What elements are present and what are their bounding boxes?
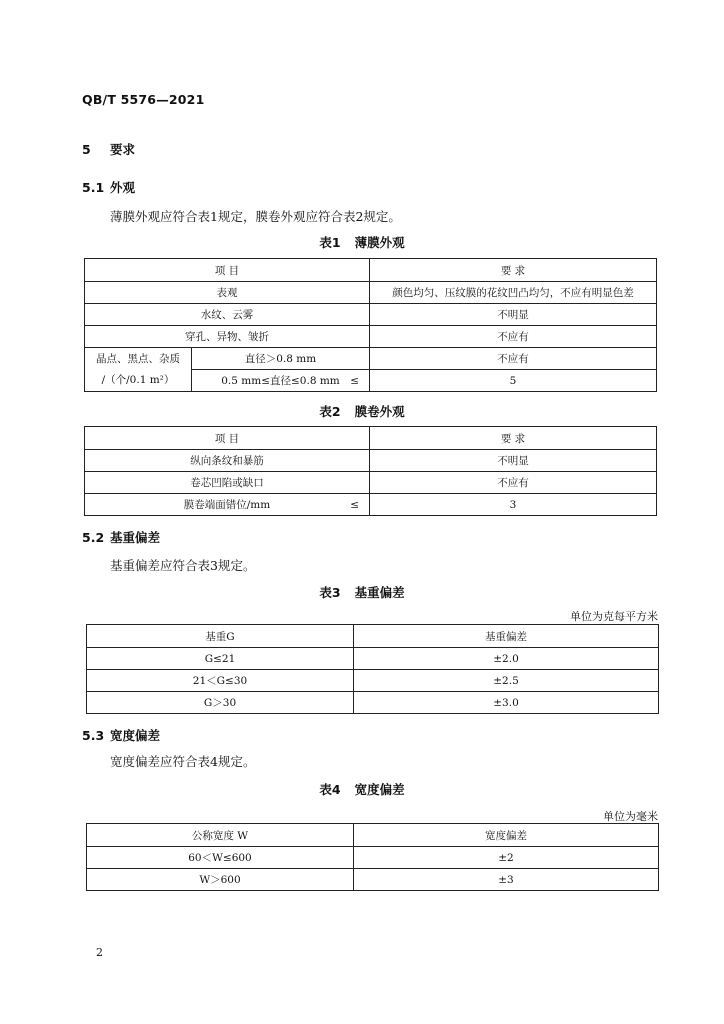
header-cell-item: 项 目	[85, 427, 370, 450]
table-row	[85, 348, 657, 370]
table-row	[85, 450, 657, 472]
section-title: 基重偏差	[110, 530, 161, 545]
table-caption-title: 薄膜外观	[354, 235, 405, 250]
table-caption-title: 膜卷外观	[354, 404, 405, 419]
header-cell-basis-weight: 基重G	[87, 625, 354, 648]
table-caption-number: 表2	[319, 404, 341, 419]
table-row	[85, 304, 657, 326]
table-caption-number: 表3	[319, 585, 341, 600]
cell-requirement: 不应有	[370, 472, 657, 494]
header-cell-item: 项 目	[85, 259, 370, 282]
cell-item: 水纹、云雾	[85, 304, 370, 326]
header-cell-deviation: 宽度偏差	[354, 824, 659, 847]
table-header-row	[87, 625, 659, 648]
table-4	[86, 823, 659, 891]
table-header-row	[85, 427, 657, 450]
section-number: 5.3	[82, 728, 105, 743]
section-title: 宽度偏差	[110, 728, 161, 743]
table-header-row	[87, 824, 659, 847]
table-2-caption	[0, 402, 724, 420]
comparison-symbol: ≤	[350, 374, 359, 387]
table-caption-number: 表1	[319, 235, 341, 250]
table-4-unit: 单位为毫米	[603, 810, 658, 823]
group-label-line-2: /（个/0.1 m²）	[101, 373, 175, 386]
cell-item	[85, 494, 370, 516]
table-row	[87, 648, 659, 670]
header-cell-nominal-width: 公称宽度 W	[87, 824, 354, 847]
cell-requirement: 3	[370, 494, 657, 516]
cell-item: 穿孔、异物、皱折	[85, 326, 370, 348]
cell-range: 60＜W≤600	[87, 847, 354, 869]
group-label-line-1: 晶点、黑点、杂质	[96, 352, 180, 365]
section-5-1-text: 薄膜外观应符合表1规定，膜卷外观应符合表2规定。	[110, 209, 401, 224]
cell-range: G≤21	[87, 648, 354, 670]
table-row	[87, 847, 659, 869]
table-row	[87, 670, 659, 692]
cell-deviation: ±2.5	[354, 670, 659, 692]
table-row	[87, 692, 659, 714]
cell-requirement: 不明显	[370, 450, 657, 472]
cell-requirement: 不应有	[370, 348, 657, 370]
item-label: 纵向条纹和暴筋	[190, 455, 264, 467]
table-row	[87, 869, 659, 891]
section-5-1-heading	[82, 178, 135, 196]
cell-deviation: ±2	[354, 847, 659, 869]
page-number: 2	[96, 946, 103, 959]
section-5-heading	[82, 140, 135, 158]
section-number: 5	[82, 142, 91, 157]
cell-range: 21＜G≤30	[87, 670, 354, 692]
section-5-2-heading	[82, 528, 160, 546]
header-cell-deviation: 基重偏差	[354, 625, 659, 648]
header-cell-requirement: 要 求	[370, 259, 657, 282]
cell-item: 表观	[85, 282, 370, 304]
table-1-caption	[0, 233, 724, 251]
cell-sub-item	[192, 348, 370, 370]
item-label: 卷芯凹陷或缺口	[190, 477, 264, 489]
table-caption-title: 基重偏差	[354, 585, 405, 600]
table-3-caption	[0, 583, 724, 601]
table-1	[84, 258, 657, 392]
cell-range: W＞600	[87, 869, 354, 891]
cell-item	[85, 450, 370, 472]
cell-requirement: 不应有	[370, 326, 657, 348]
cell-deviation: ±3.0	[354, 692, 659, 714]
section-number: 5.2	[82, 530, 105, 545]
table-row	[85, 326, 657, 348]
table-row	[85, 494, 657, 516]
section-number: 5.1	[82, 180, 105, 195]
sub-item-label: 直径＞0.8 mm	[244, 353, 317, 365]
section-title: 要求	[110, 142, 136, 157]
cell-requirement: 不明显	[370, 304, 657, 326]
sub-item-label: 0.5 mm≤直径≤0.8 mm	[221, 375, 340, 387]
cell-sub-item	[192, 370, 370, 392]
table-row	[85, 472, 657, 494]
item-label: 膜卷端面错位/mm	[183, 499, 271, 511]
section-5-2-text: 基重偏差应符合表3规定。	[110, 558, 256, 573]
section-5-3-heading	[82, 726, 160, 744]
cell-requirement: 5	[370, 370, 657, 392]
table-caption-number: 表4	[319, 782, 341, 797]
section-5-3-text: 宽度偏差应符合表4规定。	[110, 754, 256, 769]
comparison-symbol: ≤	[350, 498, 359, 511]
cell-range: G＞30	[87, 692, 354, 714]
cell-requirement: 颜色均匀、压纹膜的花纹凹凸均匀，不应有明显色差	[370, 282, 657, 304]
cell-deviation: ±3	[354, 869, 659, 891]
cell-item	[85, 472, 370, 494]
table-row	[85, 282, 657, 304]
table-3	[86, 624, 659, 714]
table-3-unit: 单位为克每平方米	[570, 610, 658, 623]
standard-code: QB/T 5576—2021	[82, 92, 205, 107]
section-title: 外观	[110, 180, 136, 195]
header-cell-requirement: 要 求	[370, 427, 657, 450]
cell-deviation: ±2.0	[354, 648, 659, 670]
table-4-caption	[0, 780, 724, 798]
table-caption-title: 宽度偏差	[354, 782, 405, 797]
cell-group-label	[85, 348, 192, 392]
table-header-row	[85, 259, 657, 282]
table-2	[84, 426, 657, 516]
